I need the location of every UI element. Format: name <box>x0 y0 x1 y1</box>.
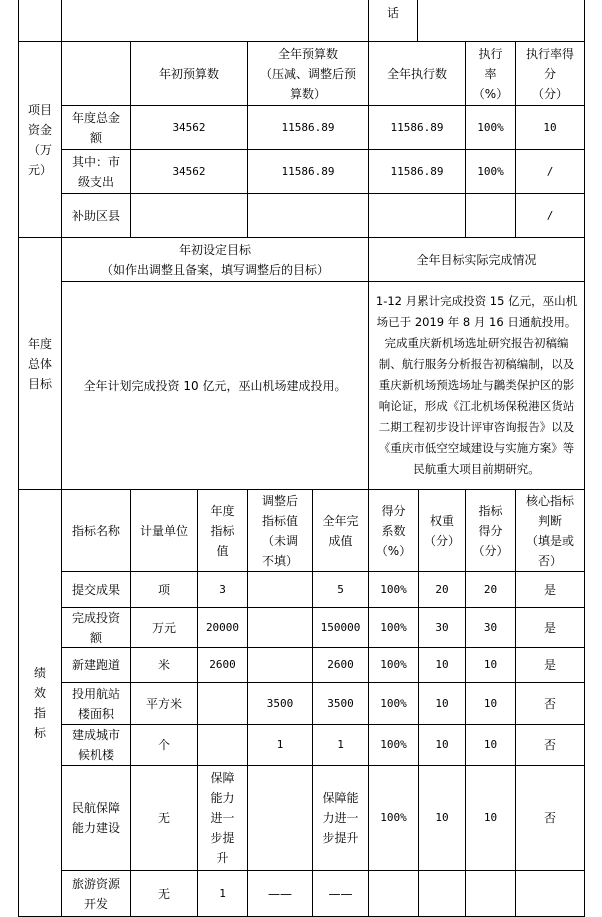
perf-row-adjusted <box>247 571 313 608</box>
funding-row-label: 年度总金 额 <box>61 105 131 150</box>
perf-row-target: 保障 能力 进一 步提 升 <box>197 765 248 871</box>
perf-row-weight: 10 <box>418 765 466 871</box>
goals-set-header: 年初设定目标 （如作出调整且备案，填写调整后的目标） <box>61 237 369 282</box>
perf-row-weight: 10 <box>418 724 466 766</box>
goals-section-label: 年度 总体 目标 <box>18 237 62 490</box>
perf-header-adjusted: 调整后 指标值 （未调 不填） <box>247 489 313 572</box>
perf-row-target: 3 <box>197 571 248 608</box>
perf-header-score: 指标 得分 （分） <box>465 489 516 572</box>
funding-section-label: 项目 资金 （万 元） <box>18 41 62 238</box>
performance-section-label: 绩 效 指 标 <box>18 489 62 917</box>
perf-header-weight: 权重 （分） <box>418 489 466 572</box>
perf-row-name: 新建跑道 <box>61 647 131 683</box>
perf-header-core: 核心指标 判断 （填是或 否） <box>515 489 585 572</box>
top-right-cell <box>417 0 585 42</box>
perf-row-core: 否 <box>515 765 585 871</box>
perf-row-weight: 30 <box>418 607 466 648</box>
perf-row-core: 否 <box>515 682 585 725</box>
perf-row-coef: 100% <box>368 571 419 608</box>
perf-row-unit: 无 <box>130 870 198 917</box>
top-label: 话 <box>386 6 399 20</box>
perf-row-core: 是 <box>515 607 585 648</box>
perf-header-unit: 计量单位 <box>130 489 198 572</box>
top-mid-cell <box>61 0 369 42</box>
perf-row-target <box>197 724 248 766</box>
perf-row-weight: 10 <box>418 682 466 725</box>
goals-actual-header: 全年目标实际完成情况 <box>368 237 585 282</box>
perf-row-coef <box>368 870 419 917</box>
perf-row-target: 20000 <box>197 607 248 648</box>
funding-row-score: / <box>515 149 585 194</box>
perf-row-actual: 保障能 力进一 步提升 <box>312 765 369 871</box>
funding-header-executed: 全年执行数 <box>368 41 466 106</box>
perf-row-name: 旅游资源 开发 <box>61 870 131 917</box>
perf-row-name: 建成城市 候机楼 <box>61 724 131 766</box>
funding-row-initial <box>130 193 248 238</box>
funding-header-score: 执行率得 分 （分） <box>515 41 585 106</box>
perf-header-actual: 全年完 成值 <box>312 489 369 572</box>
perf-row-name: 完成投资 额 <box>61 607 131 648</box>
perf-row-score: 10 <box>465 647 516 683</box>
perf-row-weight: 10 <box>418 647 466 683</box>
perf-row-score <box>465 870 516 917</box>
perf-row-target: 1 <box>197 870 248 917</box>
funding-row-rate: 100% <box>465 105 516 150</box>
perf-row-adjusted <box>247 647 313 683</box>
funding-row-label: 补助区县 <box>61 193 131 238</box>
perf-row-core: 是 <box>515 647 585 683</box>
funding-row-executed: 11586.89 <box>368 149 466 194</box>
funding-row-initial: 34562 <box>130 149 248 194</box>
funding-row-rate <box>465 193 516 238</box>
funding-header-rate: 执行 率 （%） <box>465 41 516 106</box>
perf-row-actual: —— <box>312 870 369 917</box>
perf-row-unit: 无 <box>130 765 198 871</box>
perf-row-score: 30 <box>465 607 516 648</box>
perf-row-actual: 2600 <box>312 647 369 683</box>
funding-row-executed: 11586.89 <box>368 105 466 150</box>
perf-row-actual: 150000 <box>312 607 369 648</box>
goals-set-text: 全年计划完成投资 10 亿元，巫山机场建成投用。 <box>61 281 369 490</box>
perf-row-unit: 米 <box>130 647 198 683</box>
perf-row-unit: 项 <box>130 571 198 608</box>
top-left-cell <box>18 0 62 42</box>
funding-row-adjusted <box>247 193 369 238</box>
perf-row-adjusted <box>247 765 313 871</box>
top-label-cell <box>368 0 418 42</box>
perf-row-unit: 万元 <box>130 607 198 648</box>
funding-header-adjusted: 全年预算数 （压减、调整后预 算数） <box>247 41 369 106</box>
perf-row-actual: 3500 <box>312 682 369 725</box>
perf-row-coef: 100% <box>368 647 419 683</box>
perf-row-name: 民航保障 能力建设 <box>61 765 131 871</box>
perf-row-target <box>197 682 248 725</box>
perf-row-adjusted <box>247 607 313 648</box>
perf-row-coef: 100% <box>368 607 419 648</box>
perf-row-name: 提交成果 <box>61 571 131 608</box>
perf-row-core <box>515 870 585 917</box>
funding-row-adjusted: 11586.89 <box>247 149 369 194</box>
perf-row-target: 2600 <box>197 647 248 683</box>
perf-row-coef: 100% <box>368 682 419 725</box>
perf-row-core: 是 <box>515 571 585 608</box>
funding-row-executed <box>368 193 466 238</box>
funding-row-adjusted: 11586.89 <box>247 105 369 150</box>
goals-actual-text: 1-12 月累计完成投资 15 亿元，巫山机场已于 2019 年 8 月 16 日通航投用。完成重庆新机场选址研究报告初稿编制、航行服务分析报告初稿编制，以及重庆新机场预选场址与鸊类保护区的影响论证，形成《江北机场保税港区货站二期工程初步设计评审咨询报告》以及《重庆市低空空域建设与实施方案》等民航重大项目前期研究。 <box>368 281 585 490</box>
funding-header-initial: 年初预算数 <box>130 41 248 106</box>
perf-row-unit: 平方米 <box>130 682 198 725</box>
funding-row-rate: 100% <box>465 149 516 194</box>
perf-row-actual: 1 <box>312 724 369 766</box>
perf-header-coef: 得分 系数 （%） <box>368 489 419 572</box>
perf-row-adjusted: 3500 <box>247 682 313 725</box>
perf-row-score: 10 <box>465 682 516 725</box>
funding-row-score: / <box>515 193 585 238</box>
perf-row-score: 20 <box>465 571 516 608</box>
perf-row-score: 10 <box>465 765 516 871</box>
perf-row-unit: 个 <box>130 724 198 766</box>
perf-row-weight: 20 <box>418 571 466 608</box>
funding-row-initial: 34562 <box>130 105 248 150</box>
perf-row-actual: 5 <box>312 571 369 608</box>
perf-row-core: 否 <box>515 724 585 766</box>
perf-row-adjusted: 1 <box>247 724 313 766</box>
funding-row-score: 10 <box>515 105 585 150</box>
perf-row-coef: 100% <box>368 765 419 871</box>
perf-row-weight <box>418 870 466 917</box>
perf-row-adjusted: —— <box>247 870 313 917</box>
perf-row-name: 投用航站 楼面积 <box>61 682 131 725</box>
perf-header-target: 年度 指标 值 <box>197 489 248 572</box>
funding-header-blank <box>61 41 131 106</box>
perf-row-coef: 100% <box>368 724 419 766</box>
perf-row-score: 10 <box>465 724 516 766</box>
perf-header-name: 指标名称 <box>61 489 131 572</box>
funding-row-label: 其中：市 级支出 <box>61 149 131 194</box>
